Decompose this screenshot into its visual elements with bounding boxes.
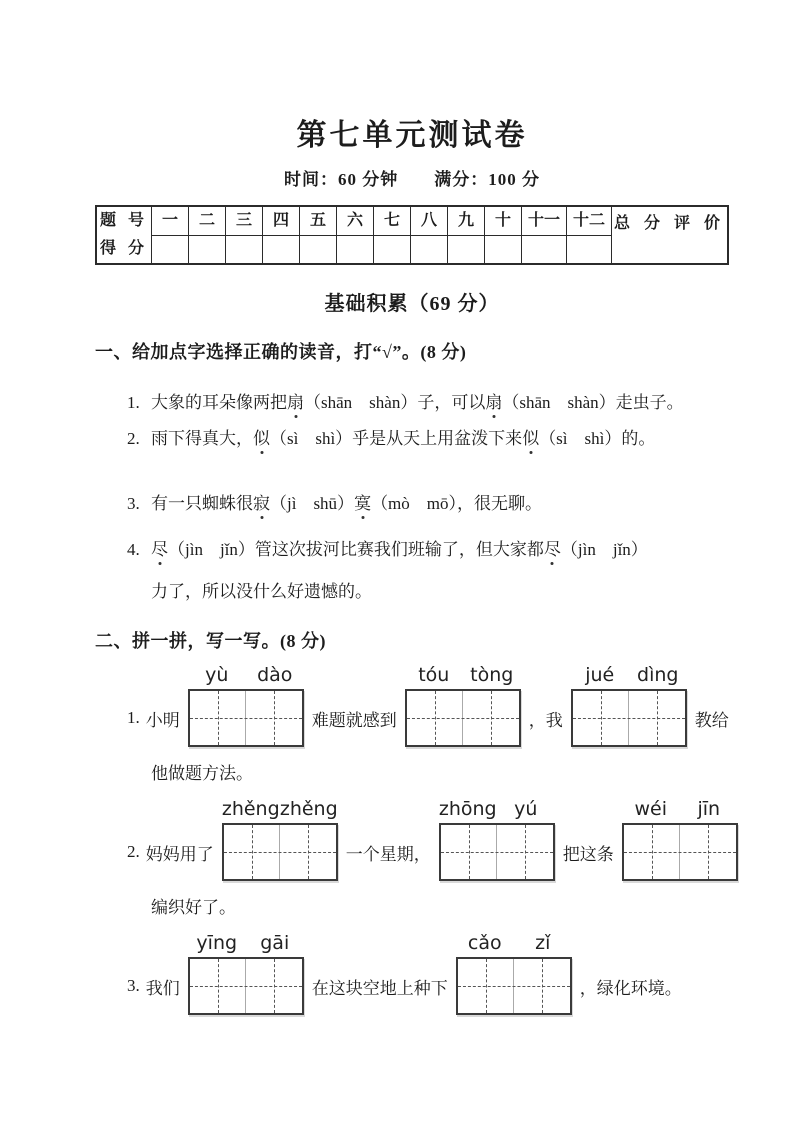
score-table-column bbox=[188, 207, 225, 263]
question-number-cell: 六 bbox=[337, 207, 373, 236]
score-input-cell bbox=[152, 236, 188, 263]
question-number-cell: 一 bbox=[152, 207, 188, 236]
pinyin-label bbox=[439, 798, 555, 820]
pinyin-label bbox=[188, 932, 304, 954]
item-number: 1. bbox=[127, 393, 140, 412]
paper-content bbox=[95, 0, 729, 1015]
sentence-segment: 雨下得真大， bbox=[151, 429, 253, 448]
q1-sentence bbox=[95, 491, 729, 517]
grid-cell bbox=[462, 691, 519, 745]
sentence-segment: 妈妈用了 bbox=[145, 844, 214, 864]
question-number-cell: 十一 bbox=[522, 207, 566, 236]
pinyin-syllable: tóu bbox=[418, 664, 450, 686]
pinyin-syllable: gāi bbox=[260, 932, 290, 954]
item-number: 2. bbox=[127, 842, 140, 861]
q1-sentence bbox=[95, 537, 729, 563]
pinyin-label bbox=[405, 664, 521, 686]
dotted-character: 寂 bbox=[253, 491, 270, 517]
pinyin-syllable: zhěng bbox=[279, 798, 338, 820]
sentence-continuation: 编织好了。 bbox=[151, 898, 236, 917]
total-and-evaluation-cell: 总 分 评 价 bbox=[611, 207, 727, 263]
pinyin-syllable: yù bbox=[205, 664, 229, 686]
sentence-text bbox=[151, 426, 655, 452]
score-table-column bbox=[336, 207, 373, 263]
pinyin-syllable: yīng bbox=[196, 932, 238, 954]
character-grid-box bbox=[622, 823, 738, 881]
question-number-cell: 七 bbox=[374, 207, 410, 236]
grid-cell bbox=[190, 959, 246, 1013]
sentence-segment: 我们 bbox=[145, 978, 180, 998]
pinyin-syllable: cǎo bbox=[467, 932, 502, 954]
grid-cell bbox=[245, 959, 302, 1013]
writing-grid bbox=[188, 664, 304, 747]
score-table-column bbox=[262, 207, 299, 263]
sentence-continuation: 力了，所以没什么好遗憾的。 bbox=[151, 582, 372, 601]
score-table-column bbox=[225, 207, 262, 263]
pinyin-syllable: tòng bbox=[470, 664, 514, 686]
score-table-column bbox=[299, 207, 336, 263]
sentence-segment: 小明 bbox=[145, 710, 180, 730]
score-input-cell bbox=[522, 236, 566, 263]
score-table-column bbox=[566, 207, 611, 263]
grid-cell bbox=[224, 825, 280, 879]
score-input-cell bbox=[411, 236, 447, 263]
character-grid-box bbox=[188, 957, 304, 1015]
q1-items bbox=[95, 390, 729, 605]
q2-items bbox=[95, 664, 729, 1015]
writing-grid bbox=[405, 664, 521, 747]
grid-cell bbox=[628, 691, 685, 745]
q2-heading: 二、拼一拼，写一写。(8 分) bbox=[95, 631, 326, 651]
section-heading: 基础积累（69 分） bbox=[324, 293, 500, 315]
grid-cell bbox=[407, 691, 463, 745]
dotted-character: 尽 bbox=[151, 537, 168, 563]
item-number: 3. bbox=[127, 976, 140, 995]
character-grid-box bbox=[405, 689, 521, 747]
score-table-column bbox=[410, 207, 447, 263]
question-number-cell: 五 bbox=[300, 207, 336, 236]
character-grid-box bbox=[571, 689, 687, 747]
dotted-character: 似 bbox=[253, 426, 270, 452]
score-table bbox=[95, 205, 729, 265]
sentence-segment: 把这条 bbox=[562, 844, 614, 864]
pinyin-label bbox=[188, 664, 304, 686]
score-input-cell bbox=[226, 236, 262, 263]
sentence-continuation: 他做题方法。 bbox=[151, 764, 253, 783]
pinyin-label bbox=[571, 664, 687, 686]
character-grid-box bbox=[188, 689, 304, 747]
item-number: 2. bbox=[127, 429, 140, 448]
sentence-text bbox=[151, 537, 648, 563]
pinyin-grid-row bbox=[95, 798, 729, 881]
pinyin-grid-row bbox=[95, 932, 729, 1015]
pinyin-syllable: yú bbox=[514, 798, 538, 820]
sentence-segment: ，我 bbox=[528, 710, 563, 730]
page-title: 第七单元测试卷 bbox=[296, 119, 528, 152]
writing-grid bbox=[221, 798, 338, 881]
q1-heading: 一、给加点字选择正确的读音，打“√”。(8 分) bbox=[95, 342, 467, 362]
score-input-cell bbox=[374, 236, 410, 263]
score-input-cell bbox=[448, 236, 484, 263]
score-input-cell bbox=[300, 236, 336, 263]
sentence-segment: （jìn jǐn）管这次拔河比赛我们班输了，但大家都 bbox=[168, 540, 544, 559]
writing-grid bbox=[188, 932, 304, 1015]
writing-grid bbox=[456, 932, 572, 1015]
dotted-character: 尽 bbox=[544, 537, 561, 563]
grid-cell bbox=[496, 825, 553, 879]
score-table-column bbox=[521, 207, 566, 263]
dotted-character: 扇 bbox=[287, 390, 304, 416]
pinyin-syllable: dìng bbox=[637, 664, 679, 686]
corner-label-score: 得 分 bbox=[99, 240, 148, 257]
writing-grid bbox=[571, 664, 687, 747]
sentence-text bbox=[151, 491, 542, 517]
corner-label-question-number: 题 号 bbox=[99, 212, 148, 229]
sentence-segment: （sì shì）乎是从天上用盆泼下来 bbox=[270, 429, 523, 448]
item-number: 4. bbox=[127, 540, 140, 559]
pinyin-syllable: dào bbox=[257, 664, 293, 686]
score-table-column bbox=[373, 207, 410, 263]
score-input-cell bbox=[567, 236, 611, 263]
exam-meta: 时间：60 分钟 满分：100 分 bbox=[284, 170, 540, 189]
dotted-character: 似 bbox=[522, 426, 539, 452]
question-number-cell: 二 bbox=[189, 207, 225, 236]
score-input-cell bbox=[189, 236, 225, 263]
grid-cell bbox=[573, 691, 629, 745]
score-input-cell bbox=[263, 236, 299, 263]
sentence-segment: 一个星期， bbox=[345, 844, 431, 864]
grid-cell bbox=[279, 825, 336, 879]
score-table-corner bbox=[97, 207, 151, 263]
sentence-segment: （sì shì）的。 bbox=[539, 429, 656, 448]
pinyin-label bbox=[222, 798, 338, 820]
character-grid-box bbox=[456, 957, 572, 1015]
question-number-cell: 九 bbox=[448, 207, 484, 236]
pinyin-syllable: jīn bbox=[697, 798, 721, 820]
sentence-segment: 大象的耳朵像两把 bbox=[151, 393, 287, 412]
q1-sentence bbox=[95, 426, 729, 452]
pinyin-label bbox=[622, 798, 738, 820]
writing-grid bbox=[622, 798, 738, 881]
score-input-cell bbox=[337, 236, 373, 263]
score-table-column bbox=[484, 207, 521, 263]
pinyin-label bbox=[456, 932, 572, 954]
q1-sentence bbox=[95, 390, 729, 416]
grid-cell bbox=[190, 691, 246, 745]
sentence-text bbox=[151, 390, 684, 416]
grid-cell bbox=[679, 825, 736, 879]
character-grid-box bbox=[222, 823, 338, 881]
grid-cell bbox=[245, 691, 302, 745]
score-table-column bbox=[447, 207, 484, 263]
question-number-cell: 八 bbox=[411, 207, 447, 236]
grid-cell bbox=[513, 959, 570, 1013]
sentence-segment: （mò mō），很无聊。 bbox=[371, 494, 543, 513]
score-table-column bbox=[151, 207, 188, 263]
pinyin-grid-row bbox=[95, 664, 729, 747]
dotted-character: 扇 bbox=[485, 390, 502, 416]
pinyin-syllable: wéi bbox=[634, 798, 667, 820]
grid-cell bbox=[624, 825, 680, 879]
score-input-cell bbox=[485, 236, 521, 263]
character-grid-box bbox=[439, 823, 555, 881]
pinyin-syllable: jué bbox=[585, 664, 615, 686]
dotted-character: 寞 bbox=[354, 491, 371, 517]
sentence-segment: 在这块空地上种下 bbox=[311, 978, 448, 998]
sentence-segment: （shān shàn）走虫子。 bbox=[502, 393, 684, 412]
sentence-segment: 难题就感到 bbox=[311, 710, 397, 730]
item-number: 1. bbox=[127, 708, 140, 727]
grid-cell bbox=[458, 959, 514, 1013]
question-number-cell: 十二 bbox=[567, 207, 611, 236]
question-number-cell: 三 bbox=[226, 207, 262, 236]
sentence-segment: 有一只蜘蛛很 bbox=[151, 494, 253, 513]
item-number: 3. bbox=[127, 494, 140, 513]
pinyin-syllable: zhěng bbox=[221, 798, 280, 820]
writing-grid bbox=[438, 798, 555, 881]
sentence-segment: （jì shū） bbox=[270, 494, 355, 513]
grid-cell bbox=[441, 825, 497, 879]
sentence-segment: （shān shàn）子，可以 bbox=[304, 393, 486, 412]
sentence-segment: （jìn jǐn） bbox=[560, 540, 648, 559]
pinyin-syllable: zhōng bbox=[438, 798, 497, 820]
question-number-cell: 十 bbox=[485, 207, 521, 236]
sentence-segment: 教给 bbox=[694, 710, 729, 730]
question-number-cell: 四 bbox=[263, 207, 299, 236]
sentence-segment: ，绿化环境。 bbox=[579, 978, 682, 998]
pinyin-syllable: zǐ bbox=[535, 932, 551, 954]
